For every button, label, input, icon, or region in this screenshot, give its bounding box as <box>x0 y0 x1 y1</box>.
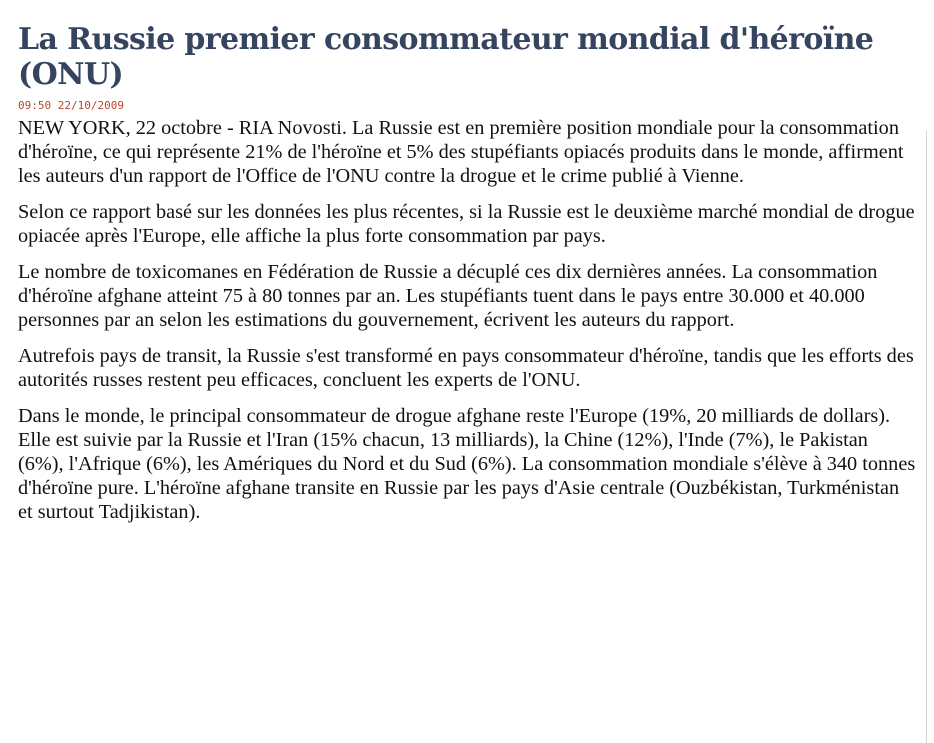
article <box>18 22 918 536</box>
article-body <box>18 116 918 524</box>
article-paragraph: Selon ce rapport basé sur les données les plus récentes, si la Russie est le deuxième marché mondial de drogue opiacée après l'Europe, elle affiche la plus forte consommation par pays. <box>18 201 915 247</box>
article-timestamp: 09:50 22/10/2009 <box>18 99 124 112</box>
article-paragraph: Dans le monde, le principal consommateur de drogue afghane reste l'Europe (19%, 20 milliards de dollars). Elle est suivie par la Russie et l'Iran (15% chacun, 13 milliards), la Chine (12%), l'Inde (7%), le Pakistan (6%), l'Afrique (6%), les Amériques du Nord et du Sud (6%). La consommation mondiale s'élève à 340 tonnes d'héroïne pure. L'héroïne afghane transite en Russie par les pays d'Asie centrale (Ouzbékistan, Turkménistan et surtout Tadjikistan). <box>18 405 916 523</box>
right-divider <box>926 130 927 743</box>
article-title: La Russie premier consommateur mondial d'héroïne (ONU) <box>18 22 874 92</box>
article-paragraph: Le nombre de toxicomanes en Fédération de Russie a décuplé ces dix dernières années. La consommation d'héroïne afghane atteint 75 à 80 tonnes par an. Les stupéfiants tuent dans le pays entre 30.000 et 40.000 personnes par an selon les estimations du gouvernement, écrivent les auteurs du rapport. <box>18 261 878 331</box>
article-paragraph: NEW YORK, 22 octobre - RIA Novosti. La Russie est en première position mondiale pour la consommation d'héroïne, ce qui représente 21% de l'héroïne et 5% des stupéfiants opiacés produits dans le monde, affirment les auteurs d'un rapport de l'Office de l'ONU contre la drogue et le crime publié à Vienne. <box>18 117 904 187</box>
article-paragraph: Autrefois pays de transit, la Russie s'est transformé en pays consommateur d'héroïne, tandis que les efforts des autorités russes restent peu efficaces, concluent les experts de l'ONU. <box>18 345 914 391</box>
